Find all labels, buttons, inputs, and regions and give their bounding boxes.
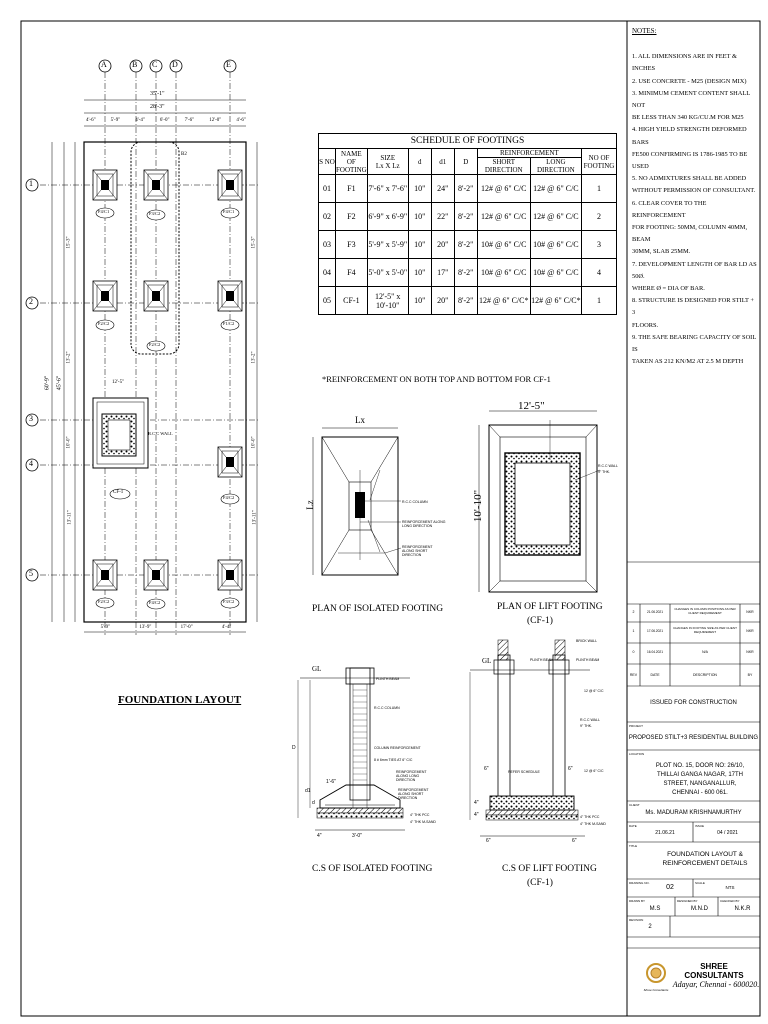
col-label: C (152, 60, 158, 69)
iso-cs-label: REINFORCEMENT ALONG SHORT DIRECTION (398, 788, 429, 800)
iso-cs-dim: 1'-6" (326, 779, 336, 785)
dim-text: 4'-4" (221, 625, 232, 630)
field-label: DRAWN BY (629, 899, 646, 903)
dim-text: 5'-9" (100, 625, 111, 630)
cell: 3 (582, 231, 617, 259)
col-header: D (454, 149, 477, 175)
overall-height-dim: 60'-9" (44, 375, 51, 391)
company-name: SHREE CONSULTANTS (684, 962, 744, 980)
note-line: 8. STRUCTURE IS DESIGNED FOR STILT + 3 (632, 297, 755, 317)
field-label: PROJECT (629, 724, 644, 728)
dim-text: 12'-0" (209, 118, 222, 123)
table-row (319, 203, 617, 231)
rev-date: 17.06.2021 (647, 629, 663, 633)
cell: 8'-2" (454, 175, 477, 203)
cell: 8'-2" (454, 231, 477, 259)
iso-cs-label: COLUMN REINFORCEMENT (374, 746, 421, 750)
note-line: FLOORS. (632, 321, 659, 329)
dim-text: 10'-0" (66, 436, 72, 449)
iso-cs-dim: 4" (317, 833, 322, 839)
lift-cs-label: 9" THK. (580, 724, 593, 728)
lift-wall-label: R.C.C WALL (598, 464, 618, 468)
field-label: REVISION (629, 918, 644, 922)
date-value: 21.06.21 (655, 830, 675, 836)
dim-text: 4'-6" (236, 118, 246, 123)
project-name: PROPOSED STILT+3 RESIDENTIAL BUILDING (628, 735, 759, 741)
lz-label: Lz (304, 500, 315, 510)
col-label: B (132, 60, 138, 69)
note-line: 3. MINIMUM CEMENT CONTENT SHALL NOT (632, 89, 750, 110)
cell: 24" (431, 175, 454, 203)
row-label: 5 (29, 569, 33, 578)
foundation-layout (26, 60, 260, 635)
lift-cs-subtitle: (CF-1) (527, 878, 553, 888)
cell: 10# @ 6" C/C (477, 231, 530, 259)
cell: 10" (408, 203, 431, 231)
lift-cs-title: C.S OF LIFT FOOTING (502, 864, 597, 874)
dim-text: 13'-11" (252, 510, 258, 525)
footing-tag: F3/C2 (149, 211, 161, 216)
lift-cs-label: PLINTH BEAM (530, 658, 554, 662)
cell: F1 (336, 175, 368, 203)
isolated-footing-plan (313, 428, 401, 575)
iso-cs-title: C.S OF ISOLATED FOOTING (312, 864, 433, 874)
lift-cs-label: BRICK WALL (576, 639, 598, 643)
rev-no: 0 (632, 650, 635, 654)
note-line: 2. USE CONCRETE - M25 (DESIGN MIX) (632, 77, 747, 85)
table-row (319, 287, 617, 315)
cell: 12# @ 6" C/C (530, 175, 581, 203)
col-label: E (226, 60, 231, 69)
cell: 2 (582, 203, 617, 231)
iso-cs-label: REINFORCEMENT ALONG LONG DIRECTION (396, 770, 427, 782)
col-header: S NO (319, 149, 336, 175)
note-line: BE LESS THAN 340 KG/CU.M FOR M25 (632, 114, 744, 122)
size-header: SIZE (380, 153, 396, 162)
dim-text: 13'-2" (251, 351, 257, 364)
footing-tag: F4/C2 (223, 495, 235, 500)
note-line: 5. NO ADMIXTURES SHALL BE ADDED (632, 175, 747, 183)
col-label: D (172, 60, 178, 69)
drawing-no: 02 (666, 884, 674, 891)
note-line: WHERE Ø = DIA OF BAR. (632, 285, 705, 293)
cell: 5'-9" x 5'-9" (367, 231, 408, 259)
cell: 17" (431, 259, 454, 287)
note-line: 7. DEVELOPMENT LENGTH OF BAR LD AS 50Ø. (632, 260, 757, 280)
row-label: 4 (29, 459, 33, 468)
cell: 10# @ 6" C/C (530, 231, 581, 259)
note-line: FOR FOOTING: 50MM, COLUMN 40MM, BEAM (632, 224, 748, 244)
field-label: TITLE (629, 844, 638, 848)
cell: 12# @ 6" C/C* (530, 287, 581, 315)
dim-text: 13'-2" (66, 351, 72, 364)
overall-width-dim: 35'-1" (150, 91, 165, 97)
cell: 6'-9" x 6'-9" (367, 203, 408, 231)
lift-plan-title: PLAN OF LIFT FOOTING (497, 602, 603, 612)
cell: 03 (319, 231, 336, 259)
footing-tag: F4/C1 (223, 209, 235, 214)
cell: 02 (319, 203, 336, 231)
client-name: Ms. MADURAM KRISHNAMURTHY (645, 810, 742, 816)
checked-by: N.K.R (734, 906, 751, 912)
table-row (319, 231, 617, 259)
footing-tag: F2/C2 (98, 599, 110, 604)
col-header: REINFORCEMENT (477, 149, 581, 158)
field-label: CHECKED BY (720, 899, 740, 903)
cell: 10# @ 6" C/C (477, 259, 530, 287)
lift-cs-label: 4" THK M-SAND (580, 822, 606, 826)
cell: 4 (582, 259, 617, 287)
cell: 5'-0" x 5'-0" (367, 259, 408, 287)
rev-date: 16.04.2021 (647, 650, 663, 654)
iso-plan-title: PLAN OF ISOLATED FOOTING (312, 604, 444, 614)
lift-cs-dim: 6" (486, 838, 491, 844)
table-row (319, 175, 617, 203)
iso-plan-label: REINFORCEMENT ALONG LONG DIRECTION (402, 520, 446, 528)
rev-no: 1 (632, 629, 635, 633)
rev-desc: N/A (702, 650, 708, 654)
col-header (367, 149, 408, 175)
iso-cs-label: 4" THK PCC (410, 813, 430, 817)
field-label: DESIGNED BY (677, 899, 698, 903)
row-label: 3 (29, 414, 33, 423)
note-line: 6. CLEAR COVER TO THE REINFORCEMENT (632, 199, 707, 219)
cell: 01 (319, 175, 336, 203)
lift-cs-label: REFER SCHEDULE (508, 770, 540, 774)
footing-tag: F1/C2 (223, 321, 235, 326)
cell: F4 (336, 259, 368, 287)
cell: 22" (431, 203, 454, 231)
designed-by: M.N.D (691, 906, 708, 912)
lift-cs-dim: 6" (572, 838, 577, 844)
cell: 7'-6" x 7'-6" (367, 175, 408, 203)
note-line: 4. HIGH YIELD STRENGTH DEFORMED BARS (632, 126, 747, 146)
footing-tag: F2/C2 (149, 342, 161, 347)
iso-plan-label: R.C.C COLUMN (402, 500, 428, 504)
footing-tag: F2/C2 (98, 321, 110, 326)
iso-cs-dim: 3'-0" (352, 833, 362, 839)
location: PLOT NO. 15, DOOR NO: 26/10, THILLAI GANGA NAGAR, 17TH STREET, NANGANALLUR, CHENNAI - 600 061. (655, 763, 745, 796)
cell: 10# @ 6" C/C (530, 259, 581, 287)
foundation-layout-title: FOUNDATION LAYOUT (118, 694, 242, 706)
cell: 20" (431, 287, 454, 315)
issue-value: 04 / 2021 (717, 830, 738, 836)
note-line: FE500 CONFIRMING IS 1786-1985 TO BE USED (632, 150, 748, 171)
note-line: 9. THE SAFE BEARING CAPACITY OF SOIL IS (632, 333, 756, 354)
table-row (319, 259, 617, 287)
rcc-wall-label: R.C.C WALL (148, 431, 173, 436)
b2-label: B2 (181, 152, 187, 157)
rev-by: NKR (746, 610, 754, 614)
note-line: TAKEN AS 212 KN/M2 AT 2.5 M DEPTH (632, 358, 744, 366)
field-label: ISSUE (695, 824, 705, 828)
rev-head: REV (629, 673, 638, 677)
logo-caption: Shree Consultants (643, 988, 669, 992)
size-subheader: Lx X Lz (375, 161, 400, 170)
cell: 1 (582, 175, 617, 203)
col-header: LONG DIRECTION (530, 158, 581, 175)
cell: F3 (336, 231, 368, 259)
col-header: NAME OF FOOTING (336, 149, 367, 174)
iso-cs-dim: d (312, 800, 315, 806)
cell: 05 (319, 287, 336, 315)
lift-plan-height: 10'-10" (472, 489, 485, 523)
schedule-of-footings-table (318, 133, 617, 315)
note-line: WITHOUT PERMISSION OF CONSULTANT. (632, 187, 756, 195)
dim-text: 7'-6" (184, 118, 195, 123)
note-line: 1. ALL DIMENSIONS ARE IN FEET & INCHES (632, 53, 737, 73)
iso-cs-dim: D (292, 745, 296, 751)
iso-cs-label: 4" THK M-SAND (410, 820, 436, 824)
field-label: CLIENT (629, 803, 640, 807)
iso-cs-label: 8 # 6mm TIES AT 6" C/C (374, 758, 413, 762)
lift-plan-subtitle: (CF-1) (527, 616, 553, 626)
schedule-footnote: *REINFORCEMENT ON BOTH TOP AND BOTTOM FOR CF-1 (322, 374, 551, 384)
lift-plan-width: 12'-5" (518, 400, 545, 412)
rev-by: NKR (746, 629, 754, 633)
field-label: DATE (629, 824, 637, 828)
lift-footing-plan (479, 411, 600, 592)
dim-text: 13'-9" (139, 625, 152, 630)
drawn-by: M.S (649, 906, 661, 912)
field-label: SCALE (695, 881, 705, 885)
gl-label-lift: GL (482, 657, 492, 665)
cell: 10" (408, 259, 431, 287)
row-label: 2 (29, 297, 33, 306)
dim-text: 15'-3" (251, 236, 257, 249)
dim-text: 6'-0" (159, 118, 170, 123)
lx-label: Lx (355, 415, 365, 425)
col-header: d1 (431, 149, 454, 175)
lift-cs-label: 12 @ 6" C/C (584, 769, 604, 773)
rev-desc: CHANGES IN COLUMN POSITIONS AS PER CLIENT REQUIREMENT (674, 607, 736, 615)
cell: 10" (408, 175, 431, 203)
lift-cs-dim: 4" (474, 800, 479, 806)
lift-cs-dim: 6" (568, 766, 573, 772)
dim-text: 5'-9" (110, 118, 121, 123)
company-address: Adayar, Chennai - 600020. (672, 980, 760, 989)
lift-cs-label: 4" THK PCC (580, 815, 600, 819)
cf-tag: CF-1 (113, 490, 124, 495)
overall-height-dim-b: 45'-6" (56, 375, 63, 391)
col-label: A (101, 60, 107, 69)
footing-tag: F4/C2 (149, 600, 161, 605)
cell: 12# @ 6" C/C (477, 175, 530, 203)
iso-cs-label: PLINTH BEAM (376, 677, 400, 681)
cell: 8'-2" (454, 259, 477, 287)
rev-no: 2 (632, 610, 635, 614)
rev-head: DESCRIPTION (693, 673, 717, 677)
notes-panel (630, 25, 758, 368)
revision-value: 2 (648, 924, 652, 930)
footing-tag: F4/C1 (98, 209, 110, 214)
cell: 12'-5" x 10'-10" (367, 287, 408, 315)
dim-text: 13'-11" (67, 510, 73, 525)
notes-title: NOTES: (632, 27, 657, 35)
schedule-title: SCHEDULE OF FOOTINGS (319, 134, 617, 149)
row-label: 1 (29, 179, 33, 188)
footing-tag: F3/C2 (223, 599, 235, 604)
lift-cs-dim: 4" (474, 812, 479, 818)
lift-wall-thk: 9" THK. (598, 470, 611, 474)
cell: 12# @ 6" C/C (530, 203, 581, 231)
drawing-title: FOUNDATION LAYOUT & REINFORCEMENT DETAILS (662, 851, 748, 867)
cell: 10" (408, 287, 431, 315)
cell: 1 (582, 287, 617, 315)
cell: 12# @ 6" C/C (477, 203, 530, 231)
col-header: NO OF FOOTING (582, 149, 617, 175)
lift-cs-label: R.C.C WALL (580, 718, 600, 722)
rev-by: NKR (746, 650, 754, 654)
dim-text: 17'-0" (180, 625, 193, 630)
lift-cs-dim: 6" (484, 766, 489, 772)
iso-cs-label: R.C.C COLUMN (374, 706, 400, 710)
rev-head: DATE (650, 673, 660, 677)
lift-cs-label: 12 @ 6" C/C (584, 689, 604, 693)
cell: 04 (319, 259, 336, 287)
dim-text: 4'-4" (135, 118, 145, 123)
overall-width-dim-b: 28'-3" (150, 104, 165, 110)
dim-text: 4'-6" (86, 118, 96, 123)
cell: CF-1 (336, 287, 368, 315)
field-label: LOCATION (629, 752, 645, 756)
cell: 8'-2" (454, 287, 477, 315)
cell: 20" (431, 231, 454, 259)
status-label: ISSUED FOR CONSTRUCTION (650, 700, 737, 706)
field-label: DRAWING NO. (629, 881, 650, 885)
scale-value: NTS (725, 885, 735, 890)
rev-desc: CHANGES IN FOOTING SIZE AS PER CLIENT REQUIREMENT (673, 626, 737, 634)
rev-date: 21.06.2021 (647, 610, 663, 614)
col-header: d (408, 149, 431, 175)
cell: 12# @ 6" C/C* (477, 287, 530, 315)
note-line: 30MM, SLAB 25MM. (632, 248, 691, 256)
cell: F2 (336, 203, 368, 231)
dim-text: 10'-0" (251, 436, 257, 449)
lift-cs-label: PLINTH BEAM (576, 658, 600, 662)
rev-head: BY (747, 673, 753, 677)
lift-dim: 12'-5" (112, 380, 125, 385)
iso-plan-label: REINFORCEMENT ALONG SHORT DIRECTION (402, 545, 433, 557)
col-header: SHORT DIRECTION (477, 158, 530, 175)
cell: 10" (408, 231, 431, 259)
cell: 8'-2" (454, 203, 477, 231)
dim-text: 15'-3" (66, 236, 72, 249)
iso-cs-dim: d1 (305, 788, 311, 794)
gl-label: GL (312, 665, 322, 673)
